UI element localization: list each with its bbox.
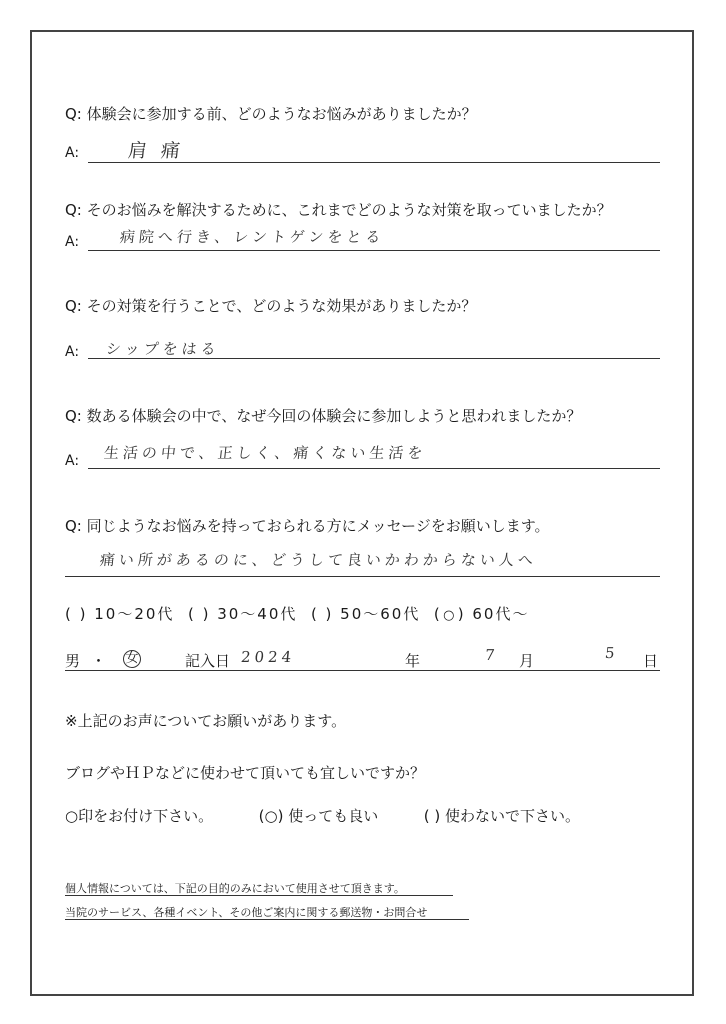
answer-5-line — [65, 576, 660, 577]
request-no-option[interactable]: ( ) 使わないで下さい。 — [423, 807, 581, 825]
answer-5-text: 痛い所があるのに、どうして良いかわからない人へ — [99, 551, 538, 569]
form-border — [30, 30, 694, 996]
request-options — [65, 805, 580, 826]
date-line — [65, 670, 660, 671]
answer-1-line — [88, 162, 660, 163]
answer-3-prefix: A: — [65, 344, 80, 360]
privacy-line-1: 個人情報については、下記の目的のみにおいて使用させて頂きます。 — [65, 882, 405, 895]
answer-4-line — [88, 468, 660, 469]
age-option-60-plus[interactable]: (○) 60代～ — [433, 605, 530, 623]
answer-3-line — [88, 358, 660, 359]
privacy-line-1-underline — [65, 895, 453, 896]
request-yes-option[interactable]: (○) 使っても良い — [258, 807, 379, 825]
gender-female-circled[interactable]: 女 — [123, 650, 141, 668]
age-option-10-20[interactable]: ( ) 10～20代 — [65, 605, 175, 623]
answer-2-text: 病院へ行き、レントゲンをとる — [119, 228, 386, 246]
gender-separator: ・ — [91, 652, 107, 670]
answer-2-line — [88, 250, 660, 251]
question-4: Q: 数ある体験会の中で、なぜ今回の体験会に参加しようと思われましたか？ — [65, 407, 582, 425]
question-1: Q: 体験会に参加する前、どのようなお悩みがありましたか？ — [65, 105, 477, 123]
date-month-label: 月 — [519, 652, 535, 670]
question-3: Q: その対策を行うことで、どのような効果がありましたか？ — [65, 297, 477, 315]
date-day-value: 5 — [604, 644, 620, 662]
date-label: 記入日 — [185, 652, 231, 670]
date-day-label: 日 — [643, 652, 659, 670]
answer-1-prefix: A: — [65, 145, 80, 161]
date-year-label: 年 — [405, 652, 421, 670]
age-option-50-60[interactable]: ( ) 50～60代 — [310, 605, 421, 623]
answer-1-text: 肩 痛 — [126, 140, 186, 162]
privacy-line-2-underline — [65, 919, 469, 920]
request-question: ブログやＨＰなどに使わせて頂いても宜しいですか？ — [65, 764, 426, 782]
request-yes-mark: ○ — [264, 807, 278, 825]
request-note: ※上記のお声についてお願いがあります。 — [65, 712, 347, 730]
gender-date-row — [65, 644, 665, 672]
date-year-value: 2024 — [240, 648, 297, 666]
privacy-line-2: 当院のサービス、各種イベント、その他ご案内に関する郵送物・お問合せ — [65, 906, 428, 919]
answer-2-prefix: A: — [65, 234, 80, 250]
answer-3-text: シップをはる — [105, 340, 221, 358]
question-5: Q: 同じようなお悩みを持っておられる方にメッセージをお願いします。 — [65, 517, 550, 535]
gender-male[interactable]: 男 — [65, 652, 81, 670]
question-2: Q: そのお悩みを解決するために、これまでどのような対策を取っていましたか？ — [65, 201, 612, 219]
age-option-30-40[interactable]: ( ) 30～40代 — [187, 605, 298, 623]
answer-4-text: 生活の中で、正しく、痛くない生活を — [103, 444, 428, 462]
date-month-value: 7 — [484, 646, 500, 664]
age-selected-mark: ○ — [443, 608, 457, 623]
request-instruction: ○印をお付け下さい。 — [65, 807, 214, 825]
age-options — [65, 603, 529, 624]
answer-4-prefix: A: — [65, 453, 80, 469]
